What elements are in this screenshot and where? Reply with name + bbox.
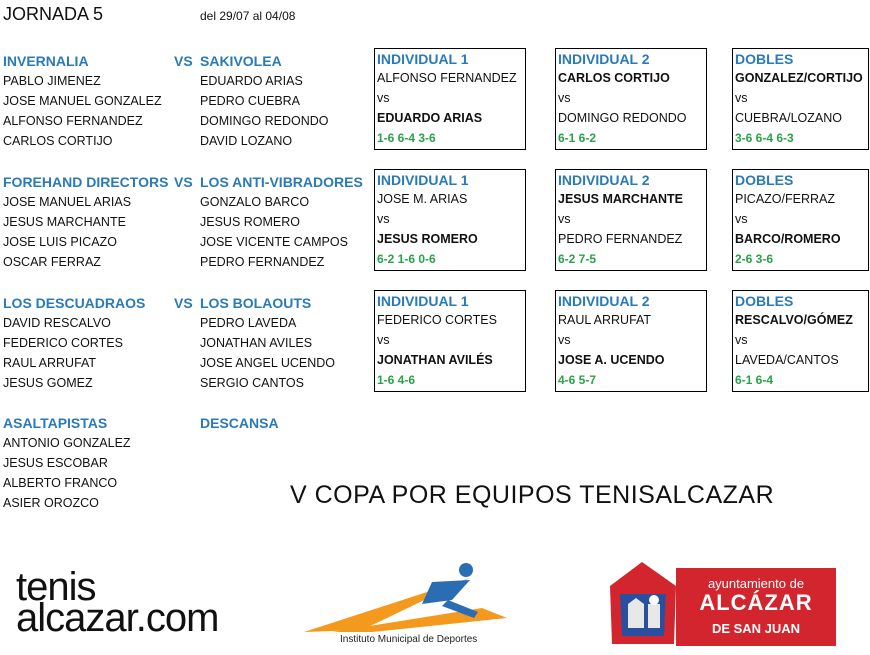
home-player: RAUL ARRUFAT (3, 356, 97, 370)
game-box (732, 169, 869, 271)
game-title: INDIVIDUAL 1 (377, 51, 469, 67)
away-team-name: SAKIVOLEA (200, 53, 282, 69)
away-player: EDUARDO ARIAS (200, 74, 303, 88)
date-range: del 29/07 al 04/08 (200, 9, 296, 23)
away-team-name: LOS BOLAOUTS (200, 295, 312, 311)
bye-team-name: ASALTAPISTAS (3, 415, 108, 431)
game-player-2: BARCO/ROMERO (735, 232, 841, 246)
bye-label: DESCANSA (200, 415, 279, 431)
game-player-1: FEDERICO CORTES (377, 313, 497, 327)
ayuntamiento-logo (602, 558, 838, 654)
game-player-2: CUEBRA/LOZANO (735, 111, 842, 125)
vs-label: VS (174, 53, 193, 69)
away-team-name: LOS ANTI-VIBRADORES (200, 174, 363, 190)
game-vs: vs (558, 212, 571, 226)
game-title: DOBLES (735, 172, 794, 188)
game-player-2: LAVEDA/CANTOS (735, 353, 839, 367)
away-player: JESUS ROMERO (200, 215, 301, 229)
game-player-2: EDUARDO ARIAS (377, 111, 483, 125)
game-score: 6-2 1-6 0-6 (377, 252, 436, 266)
home-player: JOSE MANUEL ARIAS (3, 195, 132, 209)
game-score: 2-6 3-6 (735, 252, 774, 266)
vs-label: VS (174, 174, 193, 190)
ayto-line2: ALCÁZAR (699, 590, 813, 615)
game-box (732, 48, 869, 150)
game-box (555, 48, 707, 150)
away-player: SERGIO CANTOS (200, 376, 304, 390)
game-vs: vs (558, 333, 571, 347)
game-vs: vs (377, 91, 390, 105)
home-player: JESUS GOMEZ (3, 376, 93, 390)
game-player-2: JONATHAN AVILÉS (377, 353, 493, 367)
ayto-line3: DE SAN JUAN (711, 621, 801, 636)
home-player: OSCAR FERRAZ (3, 255, 101, 269)
game-player-2: JOSE A. UCENDO (558, 353, 665, 367)
game-score: 3-6 6-4 6-3 (735, 131, 794, 145)
game-box (374, 290, 526, 392)
away-player: PEDRO LAVEDA (200, 316, 297, 330)
game-vs: vs (377, 212, 390, 226)
game-player-1: RESCALVO/GÓMEZ (735, 313, 853, 327)
game-score: 6-1 6-4 (735, 373, 774, 387)
ayto-line1: ayuntamiento de (707, 576, 805, 591)
game-player-1: CARLOS CORTIJO (558, 71, 670, 85)
coat-of-arms-icon (602, 558, 684, 654)
game-player-1: JESUS MARCHANTE (558, 192, 684, 206)
home-player: JESUS MARCHANTE (3, 215, 126, 229)
bye-player: ALBERTO FRANCO (3, 476, 118, 490)
tenisalcazar-logo (16, 565, 219, 640)
home-team-name: INVERNALIA (3, 53, 89, 69)
game-title: DOBLES (735, 293, 794, 309)
game-box (374, 169, 526, 271)
away-player: DOMINGO REDONDO (200, 114, 329, 128)
vs-label: VS (174, 295, 193, 311)
game-title: INDIVIDUAL 2 (558, 51, 650, 67)
home-player: PABLO JIMENEZ (3, 74, 101, 88)
bye-player: ANTONIO GONZALEZ (3, 436, 131, 450)
away-player: JONATHAN AVILES (200, 336, 313, 350)
home-player: DAVID RESCALVO (3, 316, 111, 330)
game-title: INDIVIDUAL 1 (377, 172, 469, 188)
game-vs: vs (735, 91, 748, 105)
game-title: DOBLES (735, 51, 794, 67)
away-player: JOSE ANGEL UCENDO (200, 356, 335, 370)
game-score: 6-2 7-5 (558, 252, 597, 266)
bye-player: ASIER OROZCO (3, 496, 99, 510)
game-box (732, 290, 869, 392)
game-player-2: JESUS ROMERO (377, 232, 478, 246)
imd-runner-icon (302, 560, 517, 634)
game-title: INDIVIDUAL 1 (377, 293, 469, 309)
away-player: DAVID LOZANO (200, 134, 293, 148)
away-player: JOSE VICENTE CAMPOS (200, 235, 348, 249)
game-box (555, 169, 707, 271)
game-score: 1-6 6-4 3-6 (377, 131, 436, 145)
game-player-2: DOMINGO REDONDO (558, 111, 687, 125)
home-player: ALFONSO FERNANDEZ (3, 114, 143, 128)
game-title: INDIVIDUAL 2 (558, 293, 650, 309)
game-vs: vs (735, 212, 748, 226)
game-vs: vs (558, 91, 571, 105)
away-player: GONZALO BARCO (200, 195, 310, 209)
game-box (374, 48, 526, 150)
game-title: INDIVIDUAL 2 (558, 172, 650, 188)
game-player-1: RAUL ARRUFAT (558, 313, 652, 327)
game-player-1: GONZALEZ/CORTIJO (735, 71, 863, 85)
imd-caption: Instituto Municipal de Deportes (340, 634, 478, 645)
home-player: JOSE LUIS PICAZO (3, 235, 117, 249)
game-player-1: ALFONSO FERNANDEZ (377, 71, 517, 85)
game-vs: vs (735, 333, 748, 347)
game-player-1: PICAZO/FERRAZ (735, 192, 836, 206)
bye-player: JESUS ESCOBAR (3, 456, 108, 470)
game-score: 1-6 4-6 (377, 373, 416, 387)
tenisalcazar-logo-line2: alcazar.com (16, 596, 219, 640)
page-title: JORNADA 5 (3, 4, 104, 24)
tenisalcazar-logo-line1: tenis (16, 565, 96, 609)
game-box (555, 290, 707, 392)
imd-logo (302, 560, 517, 650)
home-team-name: LOS DESCUADRAOS (3, 295, 146, 311)
home-player: JOSE MANUEL GONZALEZ (3, 94, 162, 108)
ayuntamiento-banner (676, 568, 836, 646)
away-player: PEDRO CUEBRA (200, 94, 301, 108)
game-player-2: PEDRO FERNANDEZ (558, 232, 683, 246)
home-player: CARLOS CORTIJO (3, 134, 113, 148)
game-vs: vs (377, 333, 390, 347)
away-player: PEDRO FERNANDEZ (200, 255, 325, 269)
home-player: FEDERICO CORTES (3, 336, 123, 350)
home-team-name: FOREHAND DIRECTORS (3, 174, 169, 190)
game-player-1: JOSE M. ARIAS (377, 192, 468, 206)
game-score: 6-1 6-2 (558, 131, 597, 145)
game-score: 4-6 5-7 (558, 373, 597, 387)
cup-title: V COPA POR EQUIPOS TENISALCAZAR (290, 481, 775, 509)
